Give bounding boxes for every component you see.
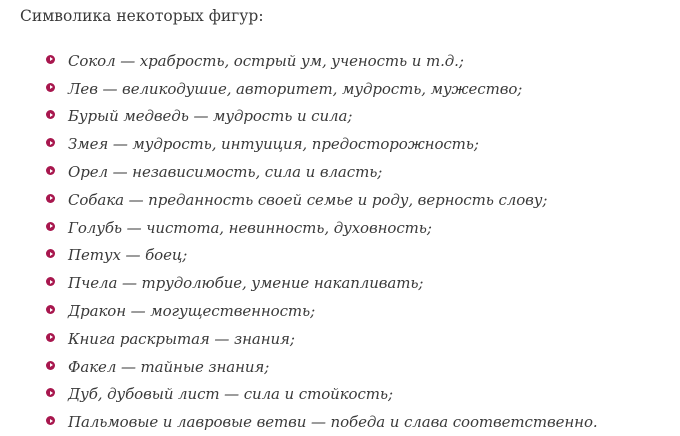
list-item-text: Змея — мудрость, интуиция, предосторожность;: [68, 135, 479, 154]
bullet-icon: [46, 416, 55, 425]
bullet-icon: [46, 222, 55, 231]
article-content: [20, 4, 670, 436]
list-item-text: Голубь — чистота, невинность, духовность;: [68, 218, 432, 237]
list-item: [20, 297, 670, 325]
list-item-text: Собака — преданность своей семье и роду, верность слову;: [68, 190, 548, 209]
list-item: [20, 353, 670, 381]
bullet-icon: [46, 166, 55, 175]
bullet-icon: [46, 305, 55, 314]
list-item-text: Сокол — храбрость, острый ум, ученость и т.д.;: [68, 51, 464, 70]
list-item-text: Книга раскрытая — знания;: [68, 329, 295, 348]
list-item: [20, 381, 670, 409]
bullet-icon: [46, 333, 55, 342]
list-item: [20, 158, 670, 186]
list-item: [20, 47, 670, 75]
bullet-icon: [46, 277, 55, 286]
bullet-icon: [46, 194, 55, 203]
list-item-text: Петух — боец;: [68, 246, 188, 265]
list-item-text: Дуб, дубовый лист — сила и стойкость;: [68, 385, 393, 404]
list-item-text: Орел — независимость, сила и власть;: [68, 163, 383, 182]
list-item-text: Факел — тайные знания;: [68, 357, 270, 376]
intro-text: Символика некоторых фигур:: [20, 7, 264, 25]
list-item: [20, 214, 670, 242]
bullet-icon: [46, 55, 55, 64]
bullet-icon: [46, 249, 55, 258]
list-item-text: Бурый медведь — мудрость и сила;: [68, 107, 353, 126]
list-item-text: Лев — великодушие, авторитет, мудрость, мужество;: [68, 79, 523, 98]
list-item: [20, 75, 670, 103]
list-item-text: Пчела — трудолюбие, умение накапливать;: [68, 274, 424, 293]
list-item: [20, 408, 670, 436]
list-item-text: Дракон — могущественность;: [68, 302, 316, 321]
list-item: [20, 103, 670, 131]
bullet-icon: [46, 361, 55, 370]
bullet-icon: [46, 388, 55, 397]
bullet-icon: [46, 83, 55, 92]
list-item: [20, 242, 670, 270]
list-item: [20, 325, 670, 353]
list-item: [20, 186, 670, 214]
bullet-icon: [46, 138, 55, 147]
symbol-list: [20, 47, 670, 436]
bullet-icon: [46, 110, 55, 119]
list-item: [20, 130, 670, 158]
list-item-text: Пальмовые и лавровые ветви — победа и слава соответственно.: [68, 413, 598, 432]
list-item: [20, 269, 670, 297]
